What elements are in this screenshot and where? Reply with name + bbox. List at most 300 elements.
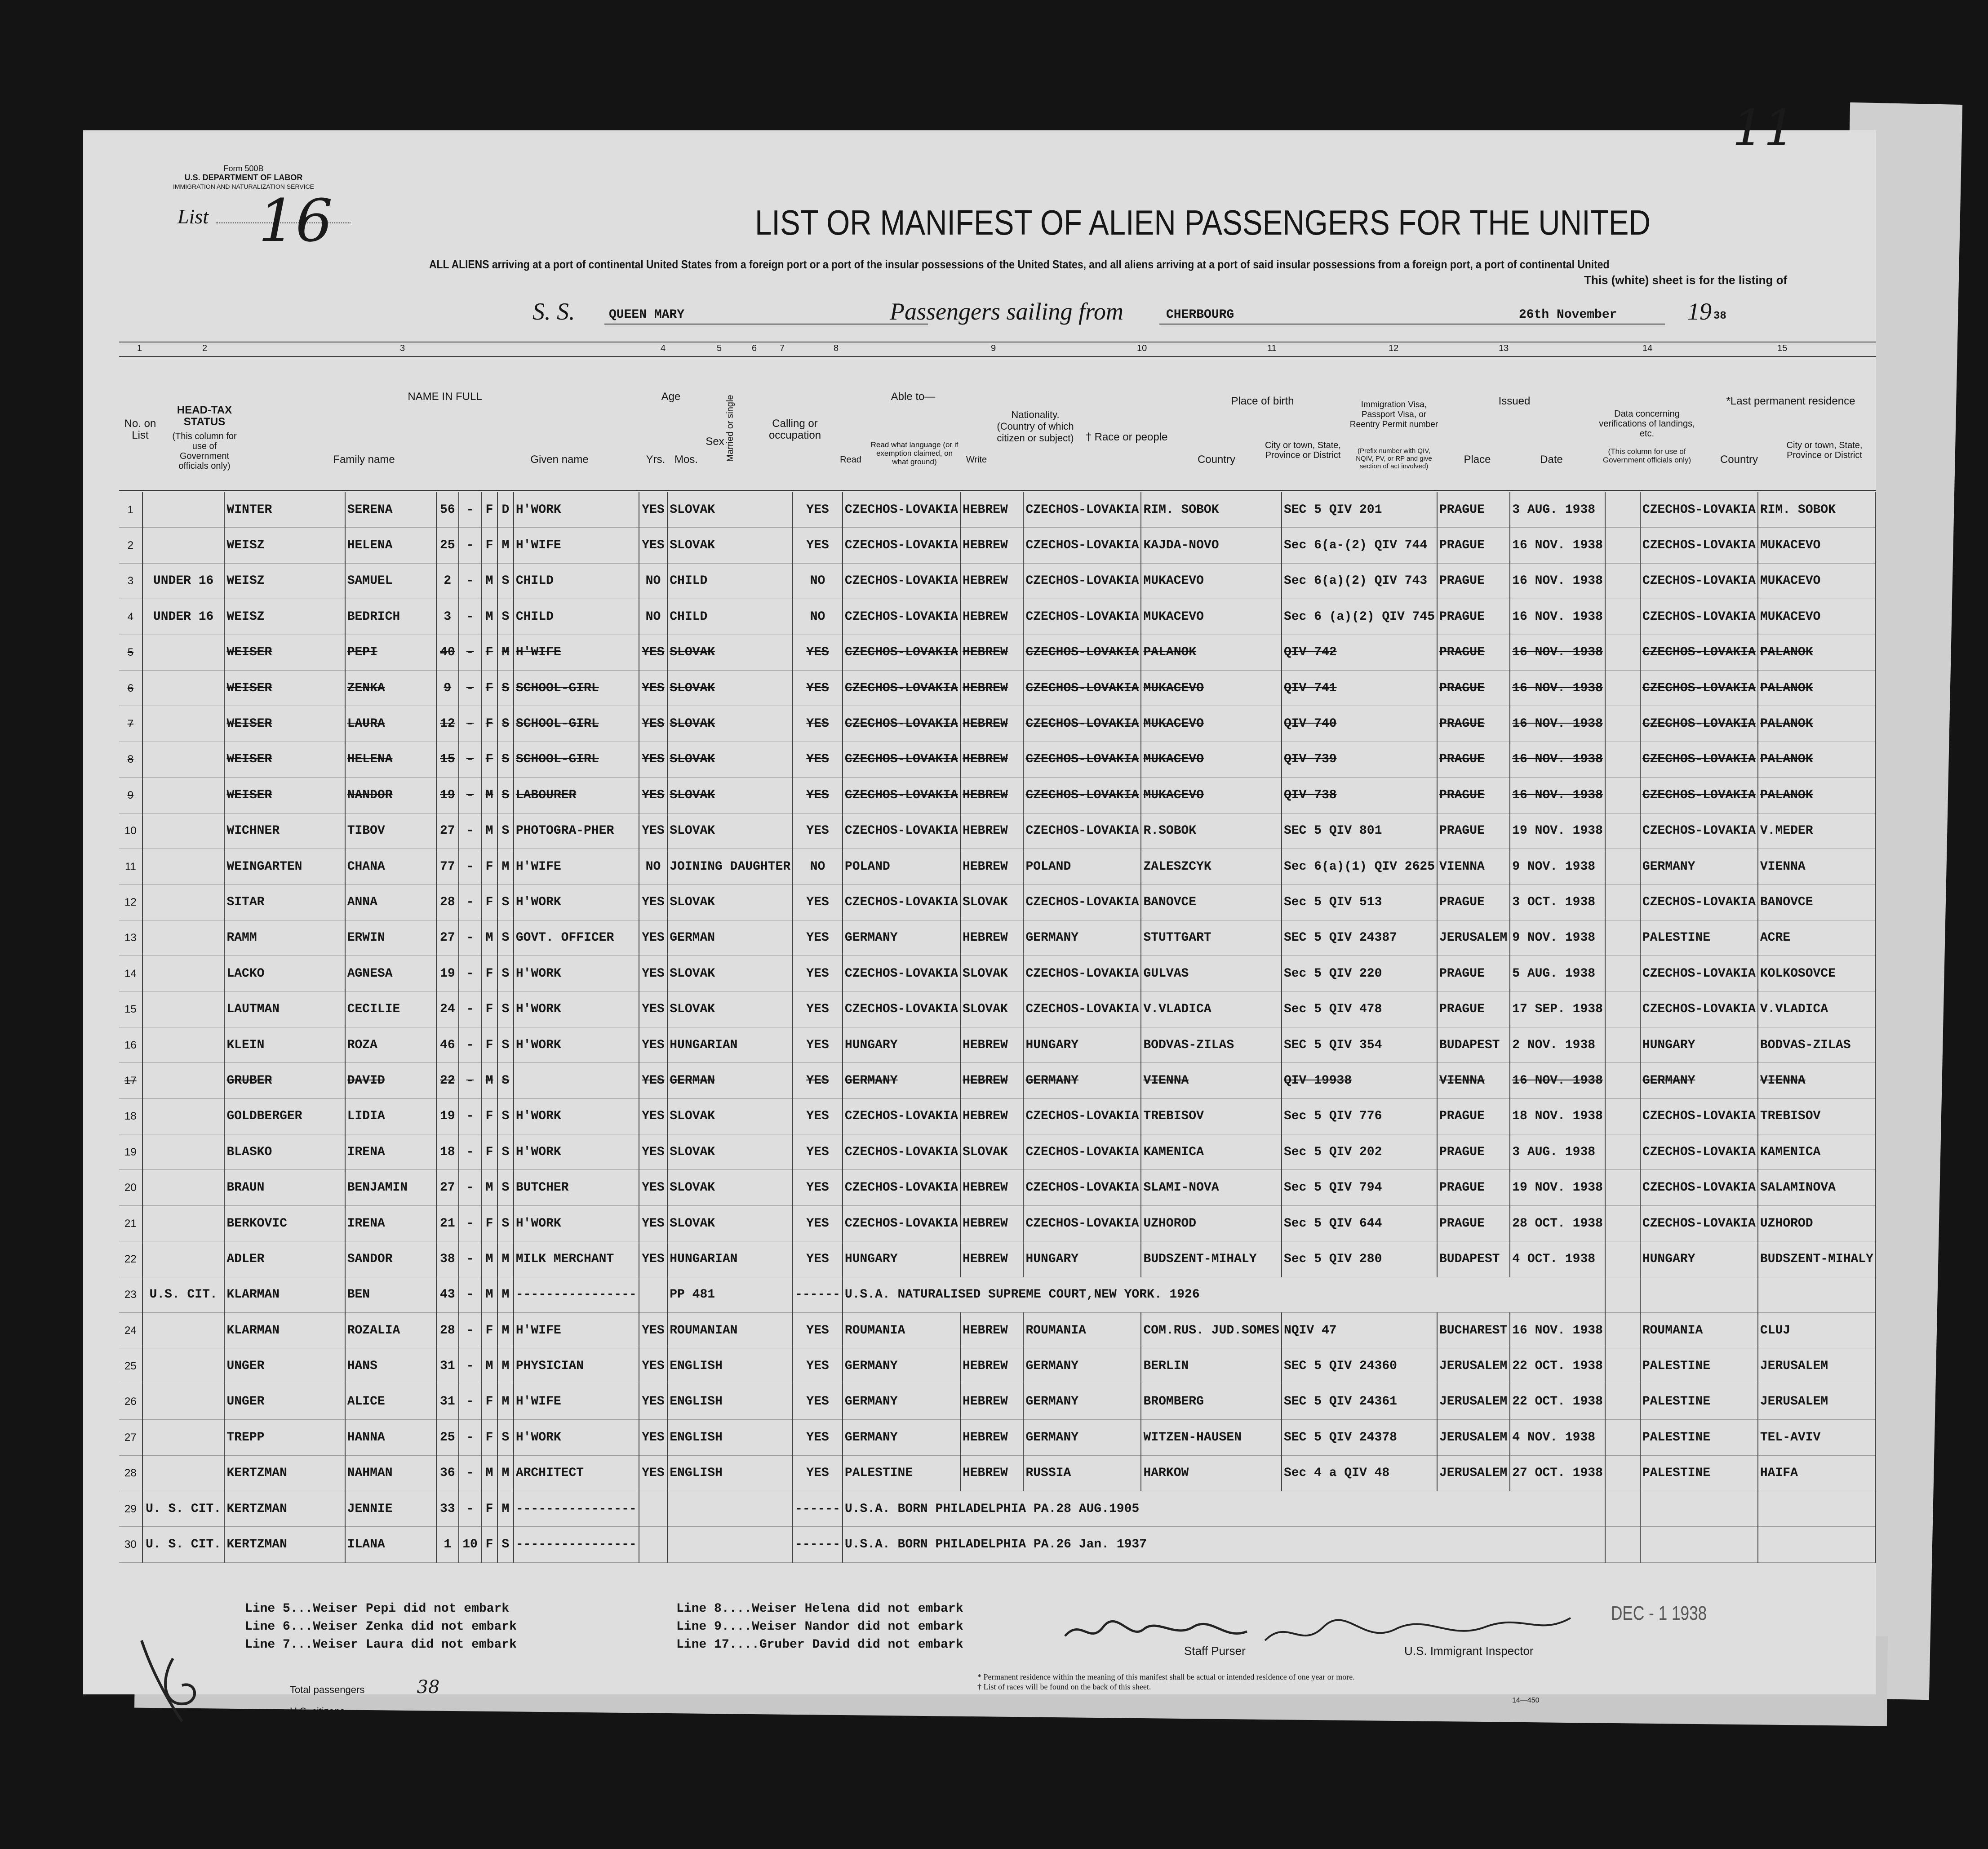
- race-cell: HEBREW: [960, 1170, 1023, 1205]
- can-write-cell: YES: [793, 1170, 843, 1205]
- can-write-cell: NO: [793, 849, 843, 884]
- given-name-cell: HANS: [345, 1348, 436, 1384]
- age-months-cell: -: [459, 742, 481, 777]
- birth-country-cell: CZECHOS-LOVAKIA: [1023, 956, 1141, 991]
- visa-number-cell: Sec 5 QIV 220: [1282, 956, 1437, 991]
- race-cell: HEBREW: [960, 1348, 1023, 1384]
- header-sex: Sex: [706, 436, 724, 448]
- read-language-cell: ROUMANIAN: [667, 1312, 793, 1348]
- race-cell: HEBREW: [960, 1312, 1023, 1348]
- headtax-status-cell: [142, 1205, 225, 1241]
- note-line: Line 7...Weiser Laura did not embark: [245, 1638, 517, 1652]
- page-title: LIST OR MANIFEST OF ALIEN PASSENGERS FOR THE UNITED: [755, 203, 1651, 242]
- age-years-cell: 40: [436, 635, 459, 670]
- table-row: [119, 1063, 1876, 1098]
- occupation-cell: H'WORK: [514, 1205, 639, 1241]
- occupation-cell: CHILD: [514, 563, 639, 599]
- read-language-cell: SLOVAK: [667, 742, 793, 777]
- age-years-cell: 46: [436, 1027, 459, 1062]
- issued-place-cell: PRAGUE: [1437, 1205, 1510, 1241]
- issued-date-cell: 3 AUG. 1938: [1510, 1134, 1605, 1170]
- embark-notes-right: [676, 1600, 963, 1654]
- birth-country-cell: GERMANY: [1023, 1420, 1141, 1455]
- issued-date-cell: 16 NOV. 1938: [1510, 670, 1605, 706]
- residence-country-cell: CZECHOS-LOVAKIA: [1640, 991, 1758, 1027]
- given-name-cell: PEPI: [345, 635, 436, 670]
- passenger-rows: [119, 492, 1876, 1562]
- read-language-cell: SLOVAK: [667, 1205, 793, 1241]
- line-number-cell: 4: [119, 599, 142, 635]
- line-number-cell: 13: [119, 920, 142, 956]
- can-read-cell: YES: [639, 528, 668, 563]
- age-months-cell: -: [459, 1455, 481, 1491]
- visa-number-cell: QIV 738: [1282, 778, 1437, 813]
- verification-data-cell: [1605, 1205, 1640, 1241]
- residence-country-cell: CZECHOS-LOVAKIA: [1640, 528, 1758, 563]
- read-language-cell: JOINING DAUGHTER: [667, 849, 793, 884]
- residence-country-cell: HUNGARY: [1640, 1241, 1758, 1277]
- sex-cell: F: [481, 849, 497, 884]
- birth-country-cell: CZECHOS-LOVAKIA: [1023, 635, 1141, 670]
- race-cell: HEBREW: [960, 778, 1023, 813]
- birth-country-cell: HUNGARY: [1023, 1027, 1141, 1062]
- verification-data-cell: [1605, 599, 1640, 635]
- headtax-status-cell: [142, 492, 225, 528]
- occupation-cell: H'WORK: [514, 1134, 639, 1170]
- age-years-cell: 38: [436, 1241, 459, 1277]
- issued-date-cell: 4 OCT. 1938: [1510, 1241, 1605, 1277]
- visa-number-cell: Sec 5 QIV 776: [1282, 1098, 1437, 1134]
- can-read-cell: YES: [639, 1312, 668, 1348]
- verification-data-cell: [1605, 742, 1640, 777]
- occupation-cell: PHOTOGRA-PHER: [514, 813, 639, 849]
- list-number: 16: [258, 187, 333, 255]
- read-language-cell: SLOVAK: [667, 492, 793, 528]
- age-months-cell: -: [459, 1098, 481, 1134]
- sex-cell: F: [481, 670, 497, 706]
- can-read-cell: YES: [639, 670, 668, 706]
- given-name-cell: ROZALIA: [345, 1312, 436, 1348]
- race-cell: HEBREW: [960, 492, 1023, 528]
- family-name-cell: WINTER: [224, 492, 345, 528]
- birth-country-cell: CZECHOS-LOVAKIA: [1023, 492, 1141, 528]
- issued-place-cell: PRAGUE: [1437, 1098, 1510, 1134]
- age-months-cell: -: [459, 706, 481, 742]
- verification-data-cell: [1605, 920, 1640, 956]
- footnote: † List of races will be found on the back of this sheet.: [977, 1682, 1151, 1691]
- race-cell: HEBREW: [960, 813, 1023, 849]
- nationality-cell: CZECHOS-LOVAKIA: [843, 706, 960, 742]
- race-cell: SLOVAK: [960, 956, 1023, 991]
- age-months-cell: -: [459, 813, 481, 849]
- visa-number-cell: Sec 5 QIV 478: [1282, 991, 1437, 1027]
- age-years-cell: 27: [436, 1170, 459, 1205]
- header-calling: Calling or occupation: [768, 418, 821, 441]
- sex-cell: F: [481, 635, 497, 670]
- birth-country-cell: CZECHOS-LOVAKIA: [1023, 991, 1141, 1027]
- nationality-cell: U.S.A. NATURALISED SUPREME COURT,NEW YORK. 1926: [843, 1277, 1605, 1312]
- residence-city-cell: BODVAS-ZILAS: [1758, 1027, 1876, 1062]
- occupation-cell: SCHOOL-GIRL: [514, 706, 639, 742]
- birth-city-cell: BERLIN: [1141, 1348, 1281, 1384]
- headtax-status-cell: [142, 991, 225, 1027]
- sex-cell: F: [481, 956, 497, 991]
- column-number: 4: [661, 343, 666, 353]
- sex-cell: M: [481, 1277, 497, 1312]
- nationality-cell: CZECHOS-LOVAKIA: [843, 528, 960, 563]
- line-number-cell: 16: [119, 1027, 142, 1062]
- read-language-cell: HUNGARIAN: [667, 1027, 793, 1062]
- residence-country-cell: CZECHOS-LOVAKIA: [1640, 599, 1758, 635]
- issued-place-cell: BUDAPEST: [1437, 1027, 1510, 1062]
- visa-number-cell: SEC 5 QIV 801: [1282, 813, 1437, 849]
- verification-data-cell: [1605, 1027, 1640, 1062]
- department: U.S. DEPARTMENT OF LABOR: [184, 173, 303, 182]
- can-read-cell: YES: [639, 991, 668, 1027]
- headtax-status-cell: [142, 920, 225, 956]
- residence-city-cell: PALANOK: [1758, 635, 1876, 670]
- nationality-cell: CZECHOS-LOVAKIA: [843, 1098, 960, 1134]
- residence-city-cell: RIM. SOBOK: [1758, 492, 1876, 528]
- column-number: 8: [834, 343, 839, 353]
- table-row: [119, 635, 1876, 670]
- can-read-cell: YES: [639, 706, 668, 742]
- occupation-cell: H'WORK: [514, 1420, 639, 1455]
- visa-number-cell: SEC 5 QIV 201: [1282, 492, 1437, 528]
- birth-country-cell: CZECHOS-LOVAKIA: [1023, 1170, 1141, 1205]
- marital-status-cell: S: [497, 599, 514, 635]
- issued-date-cell: 22 OCT. 1938: [1510, 1348, 1605, 1384]
- can-read-cell: YES: [639, 884, 668, 920]
- occupation-cell: H'WORK: [514, 991, 639, 1027]
- sex-cell: M: [481, 813, 497, 849]
- issued-date-cell: 16 NOV. 1938: [1510, 528, 1605, 563]
- headtax-status-cell: [142, 884, 225, 920]
- issued-place-cell: JERUSALEM: [1437, 920, 1510, 956]
- read-language-cell: CHILD: [667, 563, 793, 599]
- header-last-city: City or town, State, Province or District: [1786, 440, 1863, 460]
- line-number-cell: 11: [119, 849, 142, 884]
- issued-place-cell: JERUSALEM: [1437, 1348, 1510, 1384]
- can-read-cell: YES: [639, 778, 668, 813]
- verification-data-cell: [1605, 1348, 1640, 1384]
- verification-data-cell: [1605, 778, 1640, 813]
- footnotes: [977, 1672, 1355, 1692]
- nationality-cell: HUNGARY: [843, 1241, 960, 1277]
- sex-cell: F: [481, 706, 497, 742]
- table-row: [119, 1134, 1876, 1170]
- read-language-cell: SLOVAK: [667, 991, 793, 1027]
- can-read-cell: [639, 1491, 668, 1526]
- read-language-cell: HUNGARIAN: [667, 1241, 793, 1277]
- line-number-cell: 22: [119, 1241, 142, 1277]
- table-row: [119, 849, 1876, 884]
- marital-status-cell: S: [497, 563, 514, 599]
- header-headtax-note: (This column for use of Government officials only): [172, 431, 237, 471]
- column-number: 10: [1137, 343, 1147, 353]
- age-years-cell: 2: [436, 563, 459, 599]
- birth-city-cell: TREBISOV: [1141, 1098, 1281, 1134]
- sex-cell: M: [481, 1348, 497, 1384]
- birth-city-cell: KAJDA-NOVO: [1141, 528, 1281, 563]
- birth-country-cell: RUSSIA: [1023, 1455, 1141, 1491]
- can-write-cell: YES: [793, 706, 843, 742]
- occupation-cell: H'WORK: [514, 884, 639, 920]
- given-name-cell: ROZA: [345, 1027, 436, 1062]
- verification-data-cell: [1605, 1420, 1640, 1455]
- header-pob-city: City or town, State, Province or District: [1265, 440, 1341, 460]
- line-number-cell: 20: [119, 1170, 142, 1205]
- issued-date-cell: 3 OCT. 1938: [1510, 884, 1605, 920]
- race-cell: HEBREW: [960, 599, 1023, 635]
- race-cell: HEBREW: [960, 563, 1023, 599]
- birth-country-cell: CZECHOS-LOVAKIA: [1023, 1098, 1141, 1134]
- table-row: [119, 1420, 1876, 1455]
- header-given-name: Given name: [530, 453, 589, 466]
- purser-label: Staff Purser: [1184, 1644, 1246, 1658]
- header-name-in-full: NAME IN FULL: [408, 391, 482, 403]
- age-months-cell: -: [459, 778, 481, 813]
- given-name-cell: JENNIE: [345, 1491, 436, 1526]
- line-number-cell: 27: [119, 1420, 142, 1455]
- race-cell: HEBREW: [960, 1027, 1023, 1062]
- residence-country-cell: CZECHOS-LOVAKIA: [1640, 1205, 1758, 1241]
- given-name-cell: ALICE: [345, 1384, 436, 1419]
- marital-status-cell: S: [497, 920, 514, 956]
- can-write-cell: YES: [793, 1455, 843, 1491]
- can-write-cell: ------: [793, 1527, 843, 1562]
- date-stamp: DEC - 1 1938: [1611, 1602, 1707, 1624]
- nationality-cell: GERMANY: [843, 1384, 960, 1419]
- visa-number-cell: Sec 5 QIV 644: [1282, 1205, 1437, 1241]
- occupation-cell: H'WIFE: [514, 1312, 639, 1348]
- race-cell: HEBREW: [960, 528, 1023, 563]
- residence-country-cell: CZECHOS-LOVAKIA: [1640, 1134, 1758, 1170]
- can-read-cell: YES: [639, 1455, 668, 1491]
- can-read-cell: YES: [639, 956, 668, 991]
- line-number-cell: 29: [119, 1491, 142, 1526]
- residence-country-cell: CZECHOS-LOVAKIA: [1640, 635, 1758, 670]
- sex-cell: F: [481, 742, 497, 777]
- line-number-cell: 15: [119, 991, 142, 1027]
- given-name-cell: ZENKA: [345, 670, 436, 706]
- age-years-cell: 27: [436, 813, 459, 849]
- issued-date-cell: 16 NOV. 1938: [1510, 778, 1605, 813]
- note-line: Line 6...Weiser Zenka did not embark: [245, 1620, 517, 1634]
- issued-place-cell: JERUSALEM: [1437, 1420, 1510, 1455]
- port-name: CHERBOURG: [1166, 308, 1234, 322]
- visa-number-cell: Sec 6(a)(2) QIV 743: [1282, 563, 1437, 599]
- family-name-cell: WEISER: [224, 742, 345, 777]
- table-row: [119, 1170, 1876, 1205]
- residence-city-cell: V.VLADICA: [1758, 991, 1876, 1027]
- birth-city-cell: SLAMI-NOVA: [1141, 1170, 1281, 1205]
- visa-number-cell: SEC 5 QIV 24387: [1282, 920, 1437, 956]
- can-write-cell: YES: [793, 813, 843, 849]
- print-code: 14—450: [1512, 1697, 1540, 1704]
- birth-country-cell: CZECHOS-LOVAKIA: [1023, 742, 1141, 777]
- header-nationality: Nationality. (Country of which citizen or subject): [997, 409, 1074, 444]
- line-number-cell: 19: [119, 1134, 142, 1170]
- birth-country-cell: GERMANY: [1023, 920, 1141, 956]
- marital-status-cell: S: [497, 813, 514, 849]
- table-row: [119, 599, 1876, 635]
- header-issued-place: Place: [1464, 453, 1491, 466]
- sex-cell: F: [481, 1312, 497, 1348]
- column-number: 2: [202, 343, 208, 353]
- age-years-cell: 15: [436, 742, 459, 777]
- marital-status-cell: S: [497, 991, 514, 1027]
- headtax-status-cell: [142, 1348, 225, 1384]
- verification-data-cell: [1605, 956, 1640, 991]
- aliens-label: Aliens: [326, 1727, 353, 1738]
- table-row: [119, 1384, 1876, 1419]
- read-language-cell: [667, 1491, 793, 1526]
- issued-place-cell: PRAGUE: [1437, 813, 1510, 849]
- can-write-cell: YES: [793, 1134, 843, 1170]
- can-read-cell: YES: [639, 1348, 668, 1384]
- occupation-cell: H'WORK: [514, 956, 639, 991]
- age-months-cell: -: [459, 956, 481, 991]
- occupation-cell: SCHOOL-GIRL: [514, 670, 639, 706]
- issued-date-cell: 27 OCT. 1938: [1510, 1455, 1605, 1491]
- age-years-cell: 28: [436, 884, 459, 920]
- header-mos: Mos.: [674, 453, 698, 466]
- residence-country-cell: GERMANY: [1640, 1063, 1758, 1098]
- occupation-cell: BUTCHER: [514, 1170, 639, 1205]
- residence-city-cell: ACRE: [1758, 920, 1876, 956]
- race-cell: SLOVAK: [960, 991, 1023, 1027]
- race-cell: SLOVAK: [960, 884, 1023, 920]
- issued-date-cell: 16 NOV. 1938: [1510, 1063, 1605, 1098]
- table-row: [119, 778, 1876, 813]
- given-name-cell: AGNESA: [345, 956, 436, 991]
- header-write: Write: [966, 455, 987, 465]
- verification-data-cell: [1605, 1384, 1640, 1419]
- visa-number-cell: QIV 19938: [1282, 1063, 1437, 1098]
- nationality-cell: CZECHOS-LOVAKIA: [843, 813, 960, 849]
- age-months-cell: 10: [459, 1527, 481, 1562]
- sex-cell: F: [481, 1527, 497, 1562]
- issued-place-cell: VIENNA: [1437, 1063, 1510, 1098]
- birth-country-cell: CZECHOS-LOVAKIA: [1023, 1134, 1141, 1170]
- issued-place-cell: PRAGUE: [1437, 528, 1510, 563]
- visa-number-cell: Sec 4 a QIV 48: [1282, 1455, 1437, 1491]
- residence-country-cell: CZECHOS-LOVAKIA: [1640, 742, 1758, 777]
- nationality-cell: CZECHOS-LOVAKIA: [843, 670, 960, 706]
- read-language-cell: CHILD: [667, 599, 793, 635]
- family-name-cell: GRUBER: [224, 1063, 345, 1098]
- occupation-cell: MILK MERCHANT: [514, 1241, 639, 1277]
- headtax-status-cell: [142, 956, 225, 991]
- can-read-cell: [639, 1277, 668, 1312]
- issued-place-cell: VIENNA: [1437, 849, 1510, 884]
- age-years-cell: 1: [436, 1527, 459, 1562]
- verification-data-cell: [1605, 528, 1640, 563]
- table-row: [119, 956, 1876, 991]
- residence-country-cell: CZECHOS-LOVAKIA: [1640, 492, 1758, 528]
- header-data-note: (This column for use of Government officials only): [1602, 447, 1691, 464]
- family-name-cell: LACKO: [224, 956, 345, 991]
- birth-city-cell: VIENNA: [1141, 1063, 1281, 1098]
- race-cell: HEBREW: [960, 670, 1023, 706]
- nationality-cell: CZECHOS-LOVAKIA: [843, 1134, 960, 1170]
- given-name-cell: ERWIN: [345, 920, 436, 956]
- manifest-sheet: [83, 99, 1876, 1738]
- sex-cell: M: [481, 1170, 497, 1205]
- age-months-cell: -: [459, 849, 481, 884]
- total-label: Total passengers: [290, 1684, 365, 1695]
- residence-country-cell: CZECHOS-LOVAKIA: [1640, 956, 1758, 991]
- read-language-cell: GERMAN: [667, 920, 793, 956]
- verification-data-cell: [1605, 1134, 1640, 1170]
- age-years-cell: 56: [436, 492, 459, 528]
- issued-place-cell: PRAGUE: [1437, 778, 1510, 813]
- citizens-label: U.S. citizens: [290, 1706, 345, 1717]
- issued-date-cell: 9 NOV. 1938: [1510, 920, 1605, 956]
- can-write-cell: YES: [793, 1384, 843, 1419]
- issued-date-cell: 19 NOV. 1938: [1510, 813, 1605, 849]
- birth-city-cell: COM.RUS. JUD.SOMES: [1141, 1312, 1281, 1348]
- nationality-cell: CZECHOS-LOVAKIA: [843, 599, 960, 635]
- family-name-cell: KLEIN: [224, 1027, 345, 1062]
- marital-status-cell: M: [497, 1312, 514, 1348]
- line-number-cell: 17: [119, 1063, 142, 1098]
- issued-date-cell: 16 NOV. 1938: [1510, 635, 1605, 670]
- sex-cell: F: [481, 492, 497, 528]
- family-name-cell: KLARMAN: [224, 1312, 345, 1348]
- note-line: Line 9....Weiser Nandor did not embark: [676, 1620, 963, 1634]
- line-number-cell: 6: [119, 670, 142, 706]
- age-months-cell: -: [459, 1063, 481, 1098]
- line-number-cell: 7: [119, 706, 142, 742]
- can-read-cell: YES: [639, 1384, 668, 1419]
- residence-city-cell: PALANOK: [1758, 778, 1876, 813]
- can-write-cell: YES: [793, 1420, 843, 1455]
- race-cell: HEBREW: [960, 1384, 1023, 1419]
- nationality-cell: CZECHOS-LOVAKIA: [843, 991, 960, 1027]
- read-language-cell: SLOVAK: [667, 884, 793, 920]
- issued-place-cell: PRAGUE: [1437, 706, 1510, 742]
- birth-city-cell: R.SOBOK: [1141, 813, 1281, 849]
- age-years-cell: 31: [436, 1384, 459, 1419]
- can-read-cell: YES: [639, 492, 668, 528]
- verification-data-cell: [1605, 1241, 1640, 1277]
- residence-country-cell: CZECHOS-LOVAKIA: [1640, 884, 1758, 920]
- margin-mark: [133, 1631, 213, 1733]
- note-line: Line 5...Weiser Pepi did not embark: [245, 1602, 510, 1616]
- given-name-cell: IRENA: [345, 1134, 436, 1170]
- age-months-cell: -: [459, 1420, 481, 1455]
- visa-number-cell: SEC 5 QIV 354: [1282, 1027, 1437, 1062]
- residence-city-cell: KAMENICA: [1758, 1134, 1876, 1170]
- header-place-of-birth: Place of birth: [1231, 395, 1294, 407]
- headtax-status-cell: [142, 1312, 225, 1348]
- verification-data-cell: [1605, 1527, 1640, 1562]
- family-name-cell: WEISZ: [224, 528, 345, 563]
- can-write-cell: YES: [793, 1312, 843, 1348]
- issued-date-cell: 2 NOV. 1938: [1510, 1027, 1605, 1062]
- can-write-cell: YES: [793, 1241, 843, 1277]
- can-read-cell: YES: [639, 635, 668, 670]
- line-number-cell: 2: [119, 528, 142, 563]
- birth-city-cell: UZHOROD: [1141, 1205, 1281, 1241]
- column-number: 15: [1777, 343, 1788, 353]
- issued-date-cell: 18 NOV. 1938: [1510, 1098, 1605, 1134]
- age-months-cell: -: [459, 635, 481, 670]
- table-row: [119, 1455, 1876, 1491]
- can-write-cell: YES: [793, 528, 843, 563]
